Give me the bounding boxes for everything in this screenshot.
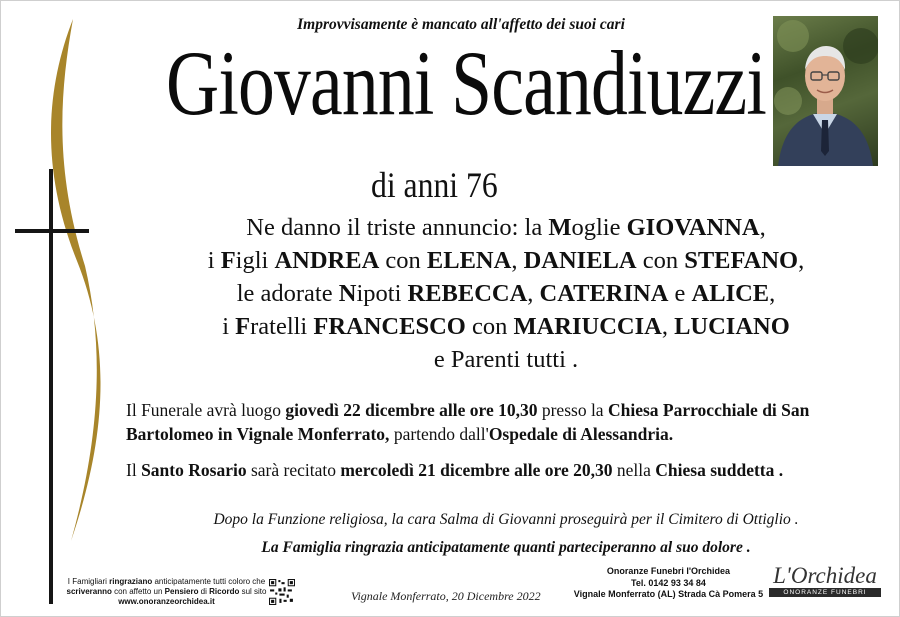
family-thanks: La Famiglia ringrazia anticipatamente quanti parteciperanno al suo dolore . <box>261 539 751 556</box>
portrait-photo <box>773 16 878 166</box>
agency-phone: Tel. 0142 93 34 84 <box>631 577 706 588</box>
announcement-line: i Figli ANDREA con ELENA, DANIELA con STEFANO, <box>207 247 805 274</box>
after-ceremony-note: Dopo la Funzione religiosa, la cara Salma di Giovanni proseguirà per il Cimitero di Ottiglio . <box>213 511 799 528</box>
agency-name: Onoranze Funebri l'Orchidea <box>606 566 731 576</box>
online-condolence-notice: I Famigliari ringraziano anticipatamente tutti coloro che scriveranno con affetto un Pensiero di Ricordo sul sito www.onoranzeorchidea.it <box>66 577 267 606</box>
deceased-name: Giovanni Scandiuzzi <box>166 32 767 134</box>
rosary-details: Il Santo Rosario sarà recitato mercoledì 21 dicembre alle ore 20,30 nella Chiesa suddetta . <box>126 460 784 480</box>
qr-code-icon[interactable] <box>269 579 295 605</box>
agency-logo <box>769 564 881 597</box>
funeral-agency-contact <box>561 566 776 601</box>
announcement-line: i Fratelli FRANCESCO con MARIUCCIA, LUCIANO <box>222 313 790 340</box>
cross-horizontal <box>15 229 89 233</box>
cross-vertical <box>49 169 53 604</box>
logo-band: ONORANZE FUNEBRI <box>769 588 881 597</box>
announcement-line: le adorate Nipoti REBECCA, CATERINA e ALICE, <box>236 280 776 307</box>
announcement-line: e Parenti tutti . <box>433 346 579 373</box>
announcement-block <box>121 211 891 376</box>
gold-swoosh <box>51 19 101 541</box>
logo-script: L'Orchidea <box>773 563 877 588</box>
place-and-date: Vignale Monferrato, 20 Dicembre 2022 <box>351 589 541 603</box>
agency-address: Vignale Monferrato (AL) Strada Cà Pomera 5 <box>573 589 764 599</box>
announcement-line: Ne danno il triste annuncio: la Moglie GIOVANNA, <box>246 214 766 241</box>
funeral-details: Il Funerale avrà luogo giovedì 22 dicembre alle ore 10,30 presso la Chiesa Parrocchiale di San Bartolomeo in Vignale Monferrato, partendo dall'Ospedale di Alessandria. <box>126 400 810 444</box>
intro-line: Improvvisamente è mancato all'affetto dei suoi cari <box>297 16 625 33</box>
deceased-age: di anni 76 <box>371 165 498 205</box>
